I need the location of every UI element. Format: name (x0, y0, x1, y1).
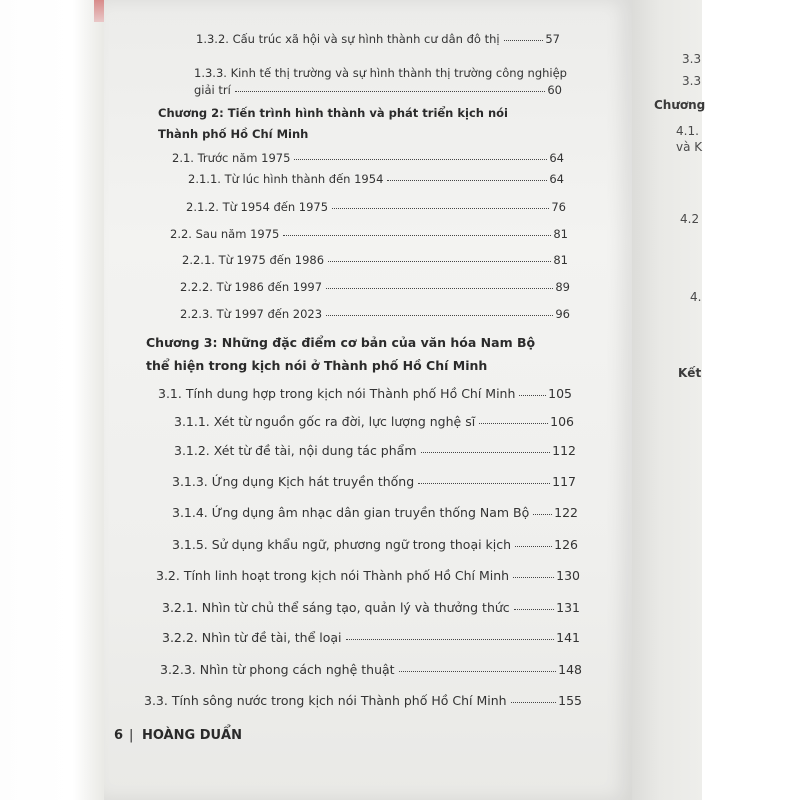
toc-entry (162, 600, 580, 615)
dot-leader (328, 261, 551, 262)
toc-entry-page: 64 (549, 151, 564, 165)
toc-entry (196, 32, 560, 46)
toc-entry-label: 3.1. Tính dung hợp trong kịch nói Thành phố Hồ Chí Minh (158, 386, 516, 401)
right-page-fragment: Kết (678, 366, 702, 380)
toc-entry (180, 280, 570, 294)
cover-edge (94, 0, 104, 22)
toc-entry (172, 474, 576, 489)
right-page-fragment: 3.3 (682, 74, 702, 88)
right-page-fragment: 4.2 (680, 212, 700, 226)
toc-entry (182, 253, 568, 267)
right-page-fragment: 4. (690, 290, 702, 304)
toc-entry-page: 131 (556, 600, 580, 615)
footer-divider: | (129, 728, 134, 743)
toc-entry-page: 57 (545, 32, 560, 46)
toc-entry-page: 105 (548, 386, 572, 401)
dot-leader (294, 159, 547, 160)
toc-entry-label: 1.3.2. Cấu trúc xã hội và sự hình thành cư dân đô thị (196, 32, 500, 46)
background-left (0, 0, 104, 800)
toc-entry-page: 155 (558, 693, 582, 708)
toc-entry (172, 537, 578, 552)
toc-entry (188, 172, 564, 186)
chapter-2-heading-line1: Chương 2: Tiến trình hình thành và phát triển kịch nói (158, 106, 509, 120)
dot-leader (326, 315, 553, 316)
toc-entry-label: 3.1.1. Xét từ nguồn gốc ra đời, lực lượng nghệ sĩ (174, 414, 476, 429)
author-name: HOÀNG DUẨN (141, 728, 242, 743)
dot-leader (418, 483, 550, 484)
toc-entry-label: giải trí (194, 83, 231, 97)
toc-entry-label: 3.1.4. Ứng dụng âm nhạc dân gian truyền thống Nam Bộ (172, 505, 530, 520)
toc-entry-page: 76 (551, 200, 566, 214)
toc-entry-page: 64 (549, 172, 564, 186)
dot-leader (421, 452, 551, 453)
toc-entry (162, 630, 580, 645)
toc-entry-page: 60 (547, 83, 562, 97)
right-page-fragment: Chương (654, 98, 706, 112)
toc-entry (160, 662, 582, 677)
toc-entry (186, 200, 566, 214)
dot-leader (235, 91, 546, 92)
dot-leader (479, 423, 548, 424)
toc-entry-label: 3.1.5. Sử dụng khẩu ngữ, phương ngữ trong thoại kịch (172, 537, 512, 552)
toc-entry-label: 2.1.1. Từ lúc hình thành đến 1954 (188, 172, 384, 186)
dot-leader (513, 577, 554, 578)
toc-entry-label: 2.2. Sau năm 1975 (170, 227, 280, 241)
toc-entry-label: 3.3. Tính sông nước trong kịch nói Thành phố Hồ Chí Minh (144, 693, 507, 708)
toc-entry (156, 568, 580, 583)
toc-entry-label: 3.2.2. Nhìn từ đề tài, thể loại (162, 630, 342, 645)
right-page-fragment: 4.1. (676, 124, 699, 138)
page-number: 6 (114, 728, 124, 743)
toc-entry-page: 141 (556, 630, 580, 645)
toc-entry (180, 307, 570, 321)
toc-entry (172, 151, 564, 165)
page-footer (114, 728, 242, 743)
toc-entry (170, 227, 568, 241)
chapter-3-heading-line2: thể hiện trong kịch nói ở Thành phố Hồ Chí Minh (146, 358, 488, 373)
toc-entry-page: 130 (556, 568, 580, 583)
toc-entry-page: 106 (550, 414, 574, 429)
dot-leader (387, 180, 547, 181)
toc-entry-label: 3.1.3. Ứng dụng Kịch hát truyền thống (172, 474, 415, 489)
dot-leader (514, 609, 554, 610)
dot-leader (332, 208, 549, 209)
toc-entry-page: 122 (554, 505, 578, 520)
toc-entry-label: 3.2.1. Nhìn từ chủ thể sáng tạo, quản lý và thưởng thức (162, 600, 510, 615)
toc-entry (172, 505, 578, 520)
dot-leader (533, 514, 552, 515)
chapter-2-heading-line2: Thành phố Hồ Chí Minh (158, 127, 309, 141)
right-page-fragment: và K (676, 140, 703, 154)
dot-leader (515, 546, 552, 547)
toc-entry-label-line1: 1.3.3. Kinh tế thị trường và sự hình thành thị trường công nghiệp (194, 66, 567, 80)
toc-entry-label: 2.2.1. Từ 1975 đến 1986 (182, 253, 325, 267)
toc-entry-page: 148 (558, 662, 582, 677)
toc-entry-page: 126 (554, 537, 578, 552)
toc-entry-label: 2.2.3. Từ 1997 đến 2023 (180, 307, 323, 321)
dot-leader (346, 639, 555, 640)
toc-entry-page: 81 (553, 253, 568, 267)
toc-entry-page: 81 (553, 227, 568, 241)
toc-entry-label: 3.2.3. Nhìn từ phong cách nghệ thuật (160, 662, 395, 677)
dot-leader (511, 702, 557, 703)
toc-entry (144, 693, 582, 708)
toc-entry-page: 96 (555, 307, 570, 321)
dot-leader (399, 671, 557, 672)
toc-entry-page: 89 (555, 280, 570, 294)
right-page (632, 0, 702, 800)
toc-entry (174, 443, 576, 458)
toc-entry (174, 414, 574, 429)
toc-entry-label: 2.1. Trước năm 1975 (172, 151, 291, 165)
toc-entry-label: 3.2. Tính linh hoạt trong kịch nói Thành phố Hồ Chí Minh (156, 568, 510, 583)
chapter-3-heading-line1: Chương 3: Những đặc điểm cơ bản của văn hóa Nam Bộ (146, 335, 536, 350)
toc-entry-label: 2.2.2. Từ 1986 đến 1997 (180, 280, 323, 294)
dot-leader (326, 288, 553, 289)
dot-leader (283, 235, 551, 236)
toc-entry (194, 83, 562, 97)
dot-leader (519, 395, 546, 396)
toc-entry (158, 386, 572, 401)
toc-entry-label: 2.1.2. Từ 1954 đến 1975 (186, 200, 329, 214)
toc-entry-page: 117 (552, 474, 576, 489)
toc-entry-label: 3.1.2. Xét từ đề tài, nội dung tác phẩm (174, 443, 417, 458)
toc-entry-page: 112 (552, 443, 576, 458)
right-page-fragment: 3.3 (682, 52, 702, 66)
dot-leader (504, 40, 544, 41)
background-right (702, 0, 800, 800)
